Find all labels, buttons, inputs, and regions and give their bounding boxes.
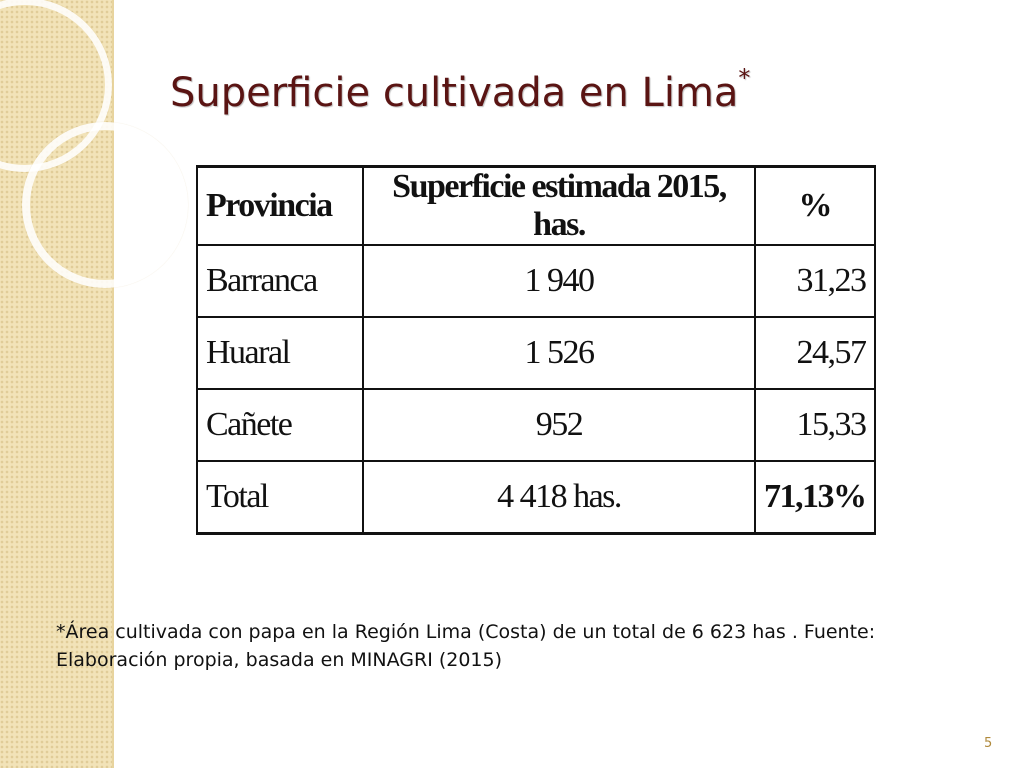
- cell-superficie: 952: [363, 389, 755, 461]
- cell-provincia: Cañete: [197, 389, 363, 461]
- table-total-row: [197, 461, 875, 534]
- slide-title: [170, 64, 751, 116]
- cell-total-label: Total: [197, 461, 363, 534]
- cell-provincia: Huaral: [197, 317, 363, 389]
- header-superficie: Superficie estimada 2015, has.: [363, 167, 755, 246]
- cell-porcentaje: 15,33: [755, 389, 875, 461]
- cell-superficie: 1 526: [363, 317, 755, 389]
- cell-provincia: Barranca: [197, 245, 363, 317]
- table-row: [197, 245, 875, 317]
- slide-title-text: Superficie cultivada en Lima: [170, 70, 739, 116]
- cell-porcentaje: 24,57: [755, 317, 875, 389]
- title-asterisk: *: [738, 64, 751, 92]
- header-porcentaje: %: [755, 167, 875, 246]
- header-provincia: Provincia: [197, 167, 363, 246]
- cell-porcentaje: 31,23: [755, 245, 875, 317]
- decorative-ring-middle: [22, 122, 188, 288]
- surface-table: [196, 165, 876, 535]
- footnote: *Área cultivada con papa en la Región Lima (Costa) de un total de 6 623 has . Fuente: Elaboración propia, basada en MINAGRI (2015): [56, 621, 876, 671]
- table-header-row: [197, 167, 875, 246]
- table-row: [197, 389, 875, 461]
- cell-total-superficie: 4 418 has.: [363, 461, 755, 534]
- table-row: [197, 317, 875, 389]
- cell-total-porcentaje: 71,13%: [755, 461, 875, 534]
- cell-superficie: 1 940: [363, 245, 755, 317]
- page-number: 5: [984, 736, 993, 751]
